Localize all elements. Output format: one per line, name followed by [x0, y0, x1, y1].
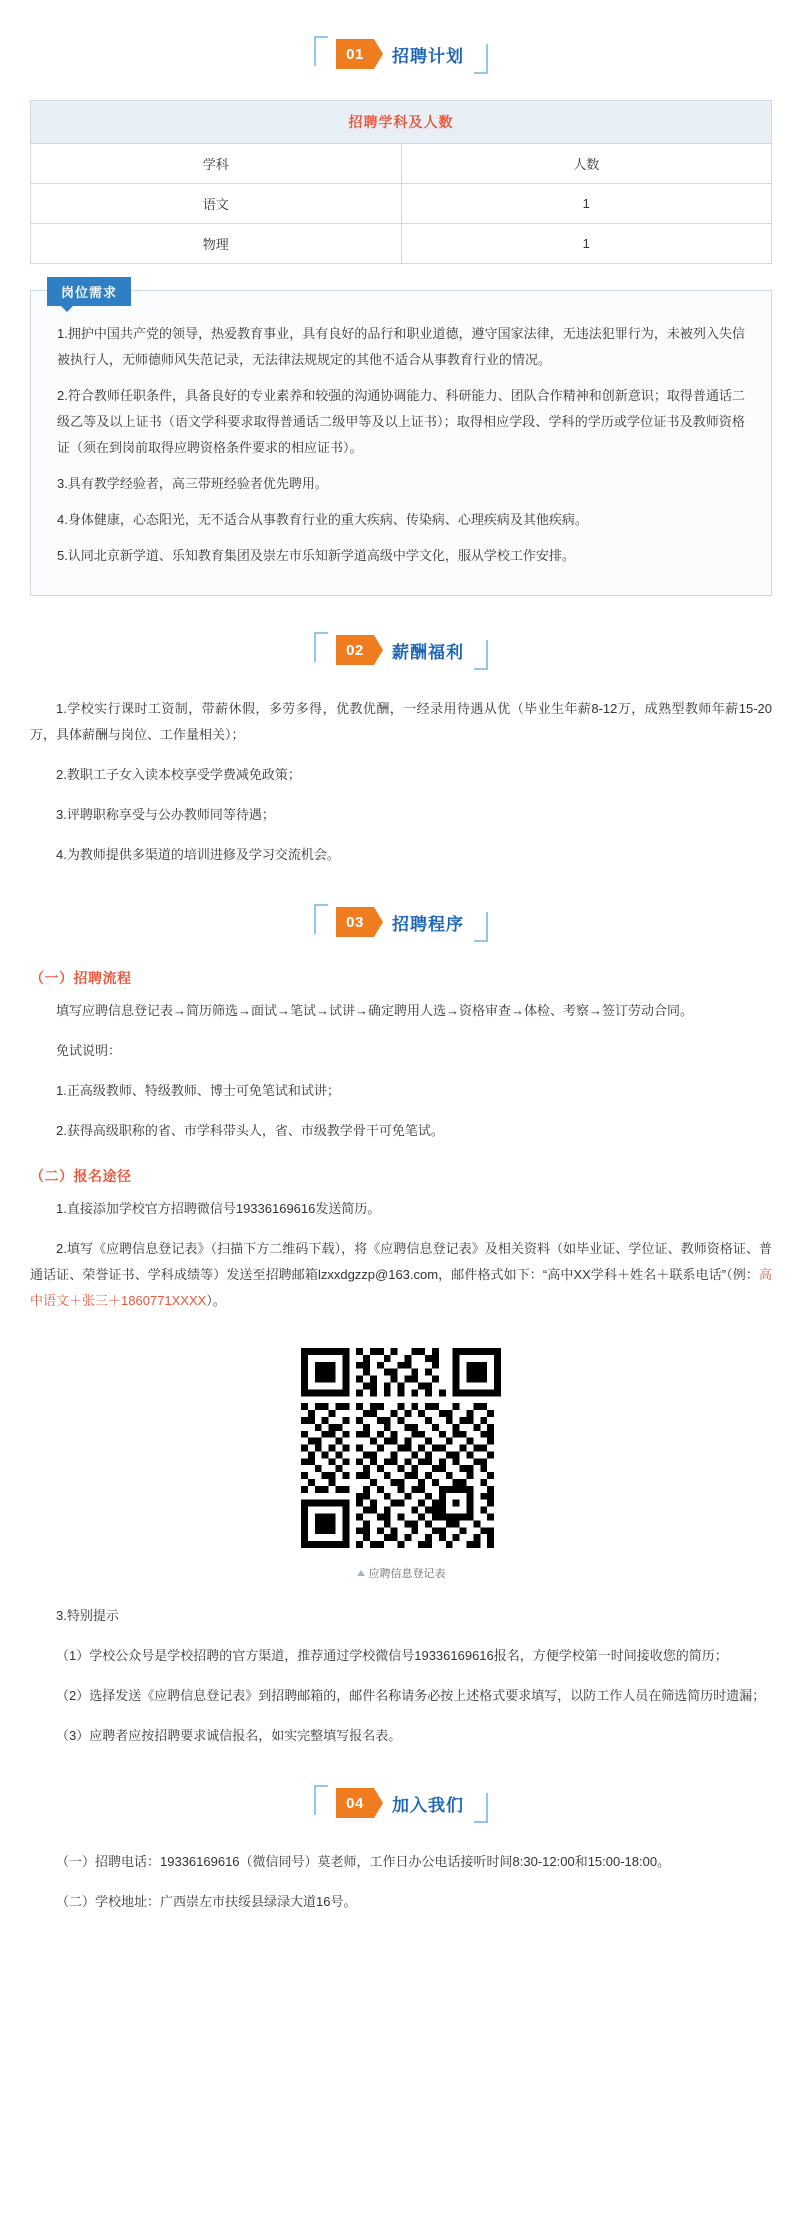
section-title: 薪酬福利	[392, 642, 464, 662]
requirements-tag: 岗位需求	[47, 277, 131, 306]
requirement-item: 3.具有教学经验者，高三带班经验者优先聘用。	[57, 476, 328, 491]
section-header-04	[0, 1783, 802, 1823]
section-number: 04	[336, 1788, 374, 1818]
section-number: 02	[336, 635, 374, 665]
subsection-title-process: （一）招聘流程	[30, 970, 132, 986]
requirement-item: 5.认同北京新学道、乐知教育集团及崇左市乐知新学道高级中学文化，服从学校工作安排。	[57, 548, 575, 563]
subsection-title-apply: （二）报名途径	[30, 1168, 132, 1184]
apply-email-text-b: ）。	[206, 1293, 226, 1308]
bracket-right-icon	[474, 1793, 488, 1823]
special-notice-title: 3.特别提示	[56, 1608, 119, 1623]
bracket-left-icon	[314, 632, 328, 662]
exemption-item: 2.获得高级职称的省、市学科带头人，省、市级教学骨干可免笔试。	[56, 1123, 444, 1138]
table-row	[31, 184, 772, 224]
section-title: 招聘程序	[392, 914, 464, 934]
qr-code-image	[295, 1342, 507, 1559]
bracket-left-icon	[314, 904, 328, 934]
special-notice-item: （3）应聘者应按招聘要求诚信报名，如实完整填写报名表。	[56, 1728, 402, 1743]
table-header-count: 人数	[401, 144, 772, 184]
table-row	[31, 224, 772, 264]
apply-email-text-a: 2.填写《应聘信息登记表》（扫描下方二维码下载），将《应聘信息登记表》及相关资料（如毕业证、学位证、教师资格证、普通话证、荣誉证书、学科成绩等）发送至招聘邮箱lzxxdgzzp@163.com，邮件格式如下：“高中XX学科＋姓名＋联系电话”（例：	[30, 1241, 772, 1282]
triangle-marker-icon	[357, 1570, 365, 1576]
salary-item: 2.教职工子女入读本校享受学费减免政策；	[56, 767, 301, 782]
qr-code-svg	[301, 1348, 501, 1548]
apply-email-example: 高中语文＋张三＋1860771XXXX	[30, 1267, 772, 1308]
qr-caption-text: 应聘信息登记表	[368, 1568, 446, 1580]
section-header-03	[0, 902, 802, 942]
apply-method-wechat: 1.直接添加学校官方招聘微信号19336169616发送简历。	[56, 1201, 381, 1216]
section-header-01	[0, 34, 802, 74]
salary-item: 3.评聘职称享受与公办教师同等待遇；	[56, 807, 275, 822]
contact-address-info: （二）学校地址：广西崇左市扶绥县绿渌大道16号。	[56, 1894, 357, 1909]
requirements-box	[30, 285, 772, 596]
special-notice-item: （2）选择发送《应聘信息登记表》到招聘邮箱的，邮件名称请务必按上述格式要求填写，以防工作人员在筛选简历时遗漏；	[56, 1688, 766, 1703]
section-title: 招聘计划	[392, 46, 464, 66]
section-title: 加入我们	[392, 1795, 464, 1815]
table-caption-row	[31, 101, 772, 144]
exemption-label: 免试说明：	[56, 1043, 122, 1058]
section-header-02	[0, 630, 802, 670]
exemption-item: 1.正高级教师、特级教师、博士可免笔试和试讲；	[56, 1083, 340, 1098]
plan-table-wrapper	[30, 100, 772, 264]
section-number: 03	[336, 907, 374, 937]
qr-code-caption	[0, 1565, 802, 1581]
recruitment-plan-table	[30, 100, 772, 264]
section-number: 01	[336, 39, 374, 69]
cell-count: 1	[401, 184, 772, 224]
salary-item: 1.学校实行课时工资制，带薪休假，多劳多得，优教优酬，一经录用待遇从优（毕业生年薪8-12万，成熟型教师年薪15-20万，具体薪酬与岗位、工作量相关）；	[30, 701, 772, 742]
process-flow-text: 填写应聘信息登记表→简历筛选→面试→笔试→试讲→确定聘用人选→资格审查→体检、考察→签订劳动合同。	[56, 1003, 694, 1018]
qr-code-wrapper	[0, 1342, 802, 1559]
table-header-row	[31, 144, 772, 184]
bracket-right-icon	[474, 44, 488, 74]
cell-subject: 语文	[31, 184, 402, 224]
contact-phone-info: （一）招聘电话：19336169616（微信同号）莫老师，工作日办公电话接听时间8:30-12:00和15:00-18:00。	[56, 1854, 671, 1869]
bracket-left-icon	[314, 36, 328, 66]
cell-subject: 物理	[31, 224, 402, 264]
recruitment-poster	[0, 34, 802, 1969]
apply-method-email	[30, 1236, 772, 1314]
requirement-item: 4.身体健康，心态阳光，无不适合从事教育行业的重大疾病、传染病、心理疾病及其他疾病。	[57, 512, 588, 527]
table-caption: 招聘学科及人数	[31, 101, 772, 144]
table-header-subject: 学科	[31, 144, 402, 184]
bracket-left-icon	[314, 1785, 328, 1815]
salary-item: 4.为教师提供多渠道的培训进修及学习交流机会。	[56, 847, 340, 862]
bracket-right-icon	[474, 640, 488, 670]
requirement-item: 2.符合教师任职条件，具备良好的专业素养和较强的沟通协调能力、科研能力、团队合作精神和创新意识；取得普通话二级乙等及以上证书（语文学科要求取得普通话二级甲等及以上证书）；取得相应学段、学科的学历或学位证书及教师资格证（须在到岗前取得应聘资格条件要求的相应证书）。	[57, 388, 745, 455]
bracket-right-icon	[474, 912, 488, 942]
cell-count: 1	[401, 224, 772, 264]
special-notice-item: （1）学校公众号是学校招聘的官方渠道，推荐通过学校微信号19336169616报名，方便学校第一时间接收您的简历；	[56, 1648, 728, 1663]
requirement-item: 1.拥护中国共产党的领导，热爱教育事业，具有良好的品行和职业道德，遵守国家法律，无违法犯罪行为，未被列入失信被执行人，无师德师风失范记录，无法律法规规定的其他不适合从事教育行业的情况。	[57, 326, 745, 367]
